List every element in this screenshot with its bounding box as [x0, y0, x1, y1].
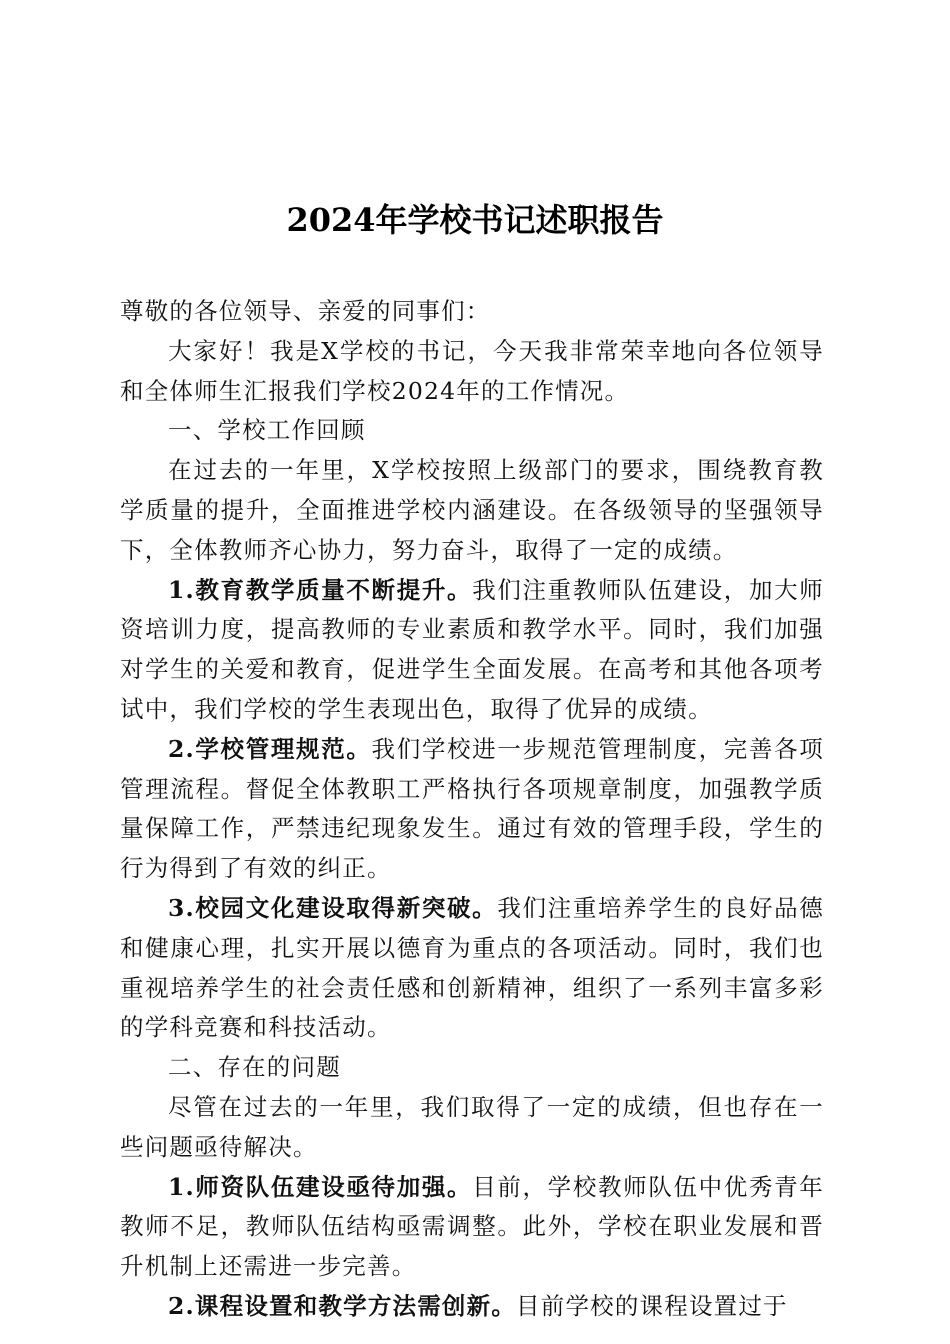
review-item-1-lead: 1.教育教学质量不断提升。 — [168, 575, 473, 604]
problem-item-2-lead: 2.课程设置和教学方法需创新。 — [168, 1291, 517, 1320]
review-item-3-text: 我们注重培养学生的良好品德和健康心理，扎实开展以德育为重点的各项活动。同时，我们也重视培养学生的社会责任感和创新精神，组织了一系列丰富多彩的学科竞赛和科技活动。 — [120, 893, 824, 1042]
review-item-3 — [120, 889, 824, 1048]
review-item-2-text: 我们学校进一步规范管理制度，完善各项管理流程。督促全体教职工严格执行各项规章制度，加强教学质量保障工作，严禁违纪现象发生。通过有效的管理手段，学生的行为得到了有效的纠正。 — [120, 734, 824, 883]
problem-item-2 — [120, 1287, 824, 1327]
review-item-1-text: 我们注重教师队伍建设，加大师资培训力度，提高教师的专业素质和教学水平。同时，我们加强对学生的关爱和教育，促进学生全面发展。在高考和其他各项考试中，我们学校的学生表现出色，取得了优异的成绩。 — [120, 575, 824, 723]
problem-item-1-text: 目前，学校教师队伍中优秀青年教师不足，教师队伍结构亟需调整。此外，学校在职业发展和晋升机制上还需进一步完善。 — [120, 1172, 824, 1281]
problem-item-2-text: 目前学校的课程设置过于 — [516, 1291, 788, 1320]
section-heading-problems: 二、存在的问题 — [168, 1053, 341, 1082]
section-review-intro: 在过去的一年里，X学校按照上级部门的要求，围绕教育教学质量的提升，全面推进学校内涵建设。在各级领导的坚强领导下，全体教师齐心协力，努力奋斗，取得了一定的成绩。 — [120, 456, 824, 564]
intro-paragraph: 大家好！我是X学校的书记，今天我非常荣幸地向各位领导和全体师生汇报我们学校2024年的工作情况。 — [120, 336, 824, 405]
review-item-1 — [120, 571, 824, 730]
review-item-3-lead: 3.校园文化建设取得新突破。 — [168, 893, 498, 922]
review-item-2 — [120, 730, 824, 889]
section-problems-intro: 尽管在过去的一年里，我们取得了一定的成绩，但也存在一些问题亟待解决。 — [120, 1092, 824, 1161]
problem-item-1-lead: 1.师资队伍建设亟待加强。 — [168, 1172, 473, 1201]
problem-item-1 — [120, 1168, 824, 1287]
section-heading-review: 一、学校工作回顾 — [168, 416, 366, 445]
salutation: 尊敬的各位领导、亲爱的同事们： — [120, 297, 491, 325]
review-item-2-lead: 2.学校管理规范。 — [168, 734, 372, 763]
page-title: 2024年学校书记述职报告 — [286, 201, 664, 239]
document-body — [120, 292, 824, 1327]
